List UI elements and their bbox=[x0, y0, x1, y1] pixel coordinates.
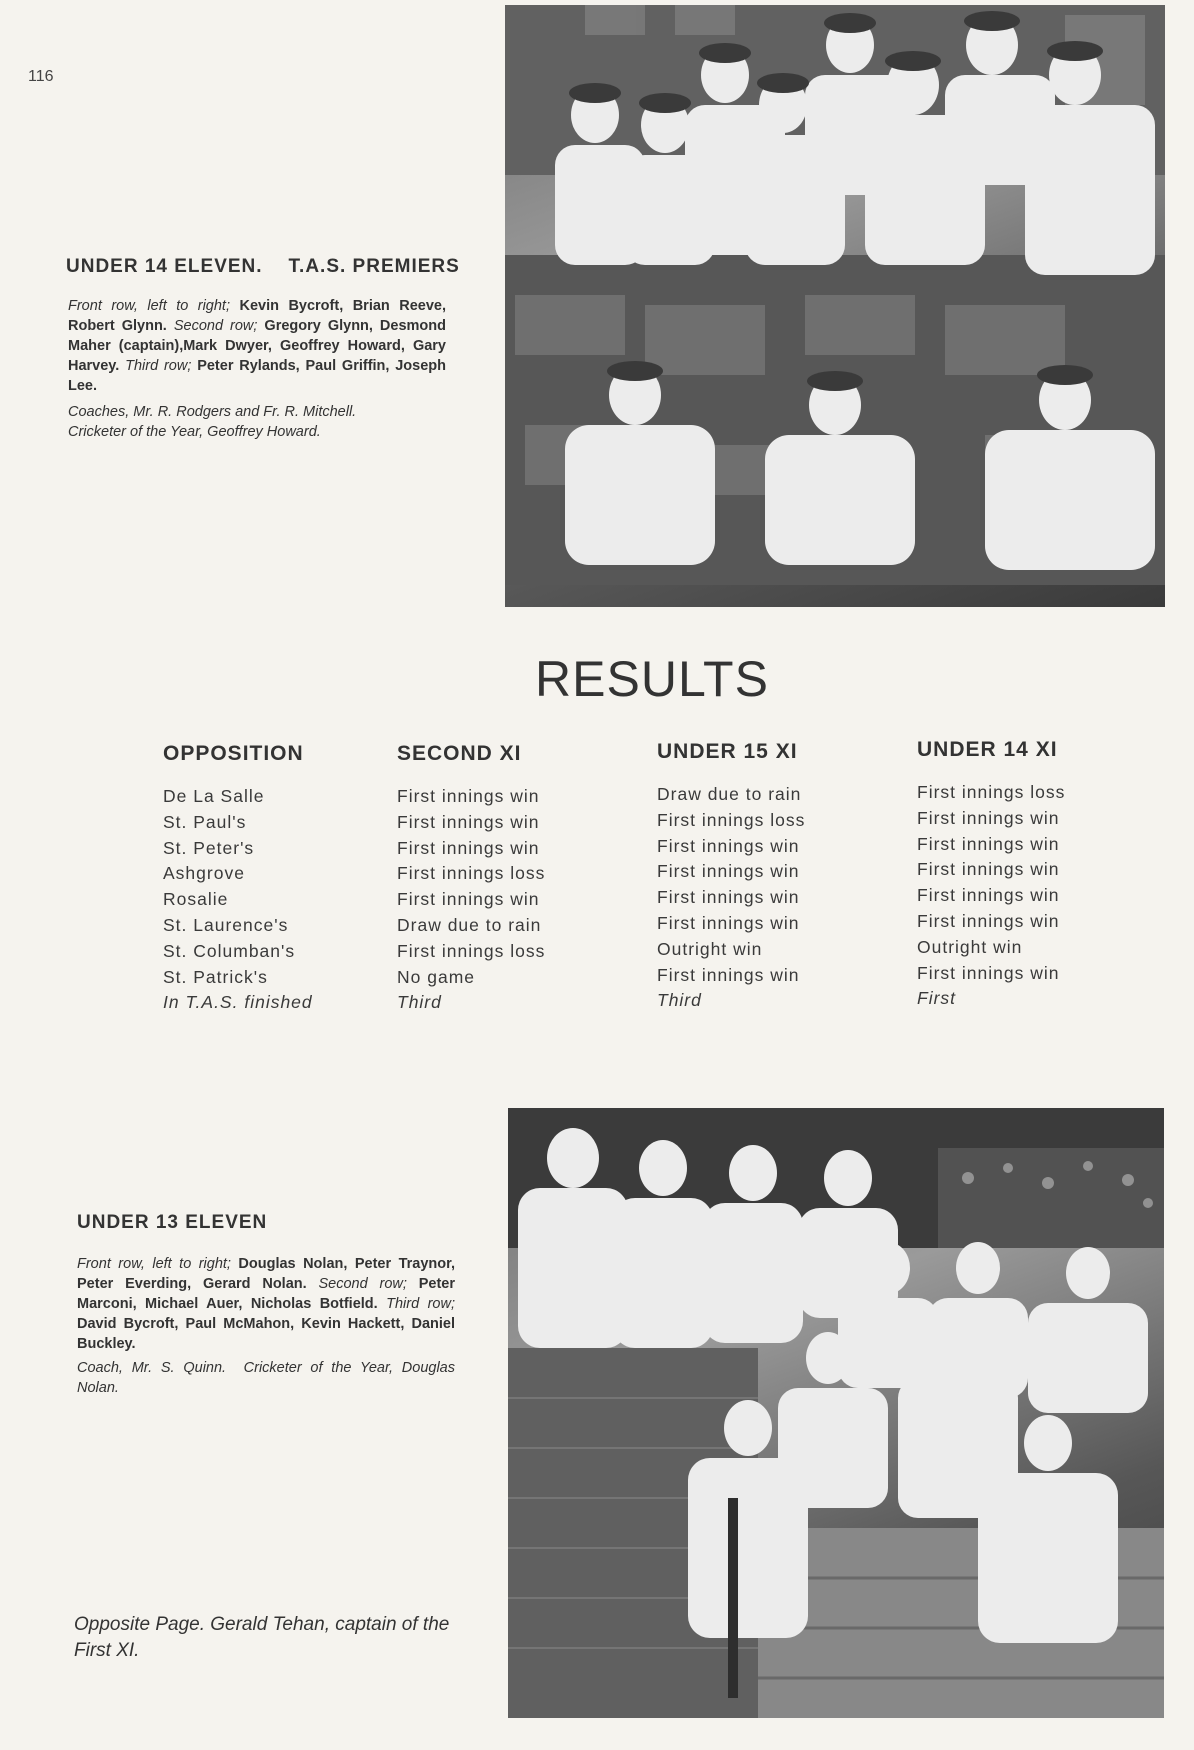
result-row: Outright win bbox=[917, 936, 1023, 957]
result-row: De La Salle bbox=[163, 786, 265, 806]
front-row-names: Douglas Nolan, Peter Traynor, Peter Everding, Gerard Nolan. bbox=[77, 1256, 455, 1292]
column-heading: UNDER 15 XI bbox=[657, 740, 798, 763]
front-row-label: Front row, left to right; bbox=[68, 298, 230, 314]
second-row-label: Second row; bbox=[173, 318, 258, 334]
under-13-caption bbox=[77, 1254, 455, 1354]
result-row: First innings win bbox=[657, 835, 800, 856]
third-row-names: Peter Rylands, Paul Griffin, Joseph Lee. bbox=[68, 358, 447, 394]
third-row-names: David Bycroft, Paul McMahon, Kevin Hackett, Daniel Buckley. bbox=[77, 1316, 455, 1352]
result-row: First innings win bbox=[917, 885, 1060, 906]
result-row: Draw due to rain bbox=[657, 784, 802, 804]
second-row-label: Second row; bbox=[318, 1276, 407, 1292]
result-row: First innings win bbox=[917, 910, 1060, 931]
result-row: First innings win bbox=[917, 807, 1060, 828]
results-column-under-14 bbox=[917, 738, 1167, 1012]
third-row-label: Third row; bbox=[386, 1296, 456, 1312]
result-final: Third bbox=[397, 992, 442, 1013]
result-row: First innings loss bbox=[397, 863, 546, 884]
result-row: No game bbox=[397, 966, 476, 987]
result-row: First innings win bbox=[397, 837, 540, 858]
under-14-caption bbox=[68, 296, 446, 396]
result-final: Third bbox=[657, 990, 702, 1011]
results-column-under-15 bbox=[657, 740, 907, 1014]
result-row: First innings win bbox=[657, 887, 800, 908]
cricketer-of-year: Cricketer of the Year, Douglas Nolan. bbox=[77, 1360, 455, 1396]
under-14-coaches bbox=[68, 402, 446, 442]
result-row: Outright win bbox=[657, 938, 763, 959]
result-row: Draw due to rain bbox=[397, 914, 542, 935]
cricketer-of-year: Cricketer of the Year, Geoffrey Howard. bbox=[68, 424, 321, 440]
under-14-heading bbox=[66, 256, 486, 278]
second-row-names: Peter Marconi, Michael Auer, Nicholas Botfield. bbox=[77, 1276, 456, 1312]
result-row: First innings win bbox=[397, 811, 540, 832]
result-row: First innings loss bbox=[657, 809, 806, 830]
result-row: First innings win bbox=[917, 962, 1060, 983]
under-13-heading: UNDER 13 ELEVEN bbox=[77, 1212, 268, 1233]
result-final: In T.A.S. finished bbox=[163, 992, 313, 1013]
result-row: First innings loss bbox=[917, 782, 1066, 802]
result-row: First innings win bbox=[657, 912, 800, 933]
results-column-opposition bbox=[163, 742, 413, 1016]
results-title: RESULTS bbox=[535, 651, 769, 707]
coaches-text: Coaches, Mr. R. Rodgers and Fr. R. Mitchell. bbox=[68, 404, 357, 420]
result-row: First innings win bbox=[657, 964, 800, 985]
result-row: First innings win bbox=[917, 833, 1060, 854]
coach-text: Coach, Mr. S. Quinn. bbox=[77, 1360, 227, 1376]
under-13-coach bbox=[77, 1358, 455, 1398]
under-14-title: UNDER 14 ELEVEN. bbox=[66, 256, 263, 277]
third-row-label: Third row; bbox=[125, 358, 192, 374]
result-row: St. Patrick's bbox=[163, 966, 268, 987]
result-final: First bbox=[917, 988, 957, 1009]
under-14-team-photo bbox=[505, 5, 1165, 607]
result-row: St. Laurence's bbox=[163, 914, 289, 935]
premiers-label: T.A.S. PREMIERS bbox=[288, 256, 460, 277]
result-row: Rosalie bbox=[163, 889, 229, 910]
page-number: 116 bbox=[28, 68, 54, 85]
results-column-second-xi bbox=[397, 742, 647, 1016]
second-row-names: Gregory Glynn, Desmond Maher (captain),Mark Dwyer, Geoffrey Howard, Gary Harvey. bbox=[68, 318, 446, 374]
result-row: St. Peter's bbox=[163, 837, 255, 858]
column-heading: UNDER 14 XI bbox=[917, 738, 1058, 761]
column-heading: OPPOSITION bbox=[163, 742, 304, 765]
result-row: First innings win bbox=[397, 786, 540, 806]
opposite-page-caption: Opposite Page. Gerald Tehan, captain of the First XI. bbox=[74, 1614, 450, 1661]
result-row: St. Paul's bbox=[163, 811, 247, 832]
result-row: First innings win bbox=[917, 859, 1060, 880]
front-row-names: Kevin Bycroft, Brian Reeve, Robert Glynn. bbox=[68, 298, 446, 334]
front-row-label: Front row, left to right; bbox=[77, 1256, 231, 1272]
result-row: St. Columban's bbox=[163, 940, 296, 961]
result-row: First innings win bbox=[657, 861, 800, 882]
column-heading: SECOND XI bbox=[397, 742, 522, 765]
result-row: First innings loss bbox=[397, 940, 546, 961]
under-13-team-photo bbox=[508, 1108, 1164, 1718]
result-row: Ashgrove bbox=[163, 863, 245, 884]
result-row: First innings win bbox=[397, 889, 540, 910]
